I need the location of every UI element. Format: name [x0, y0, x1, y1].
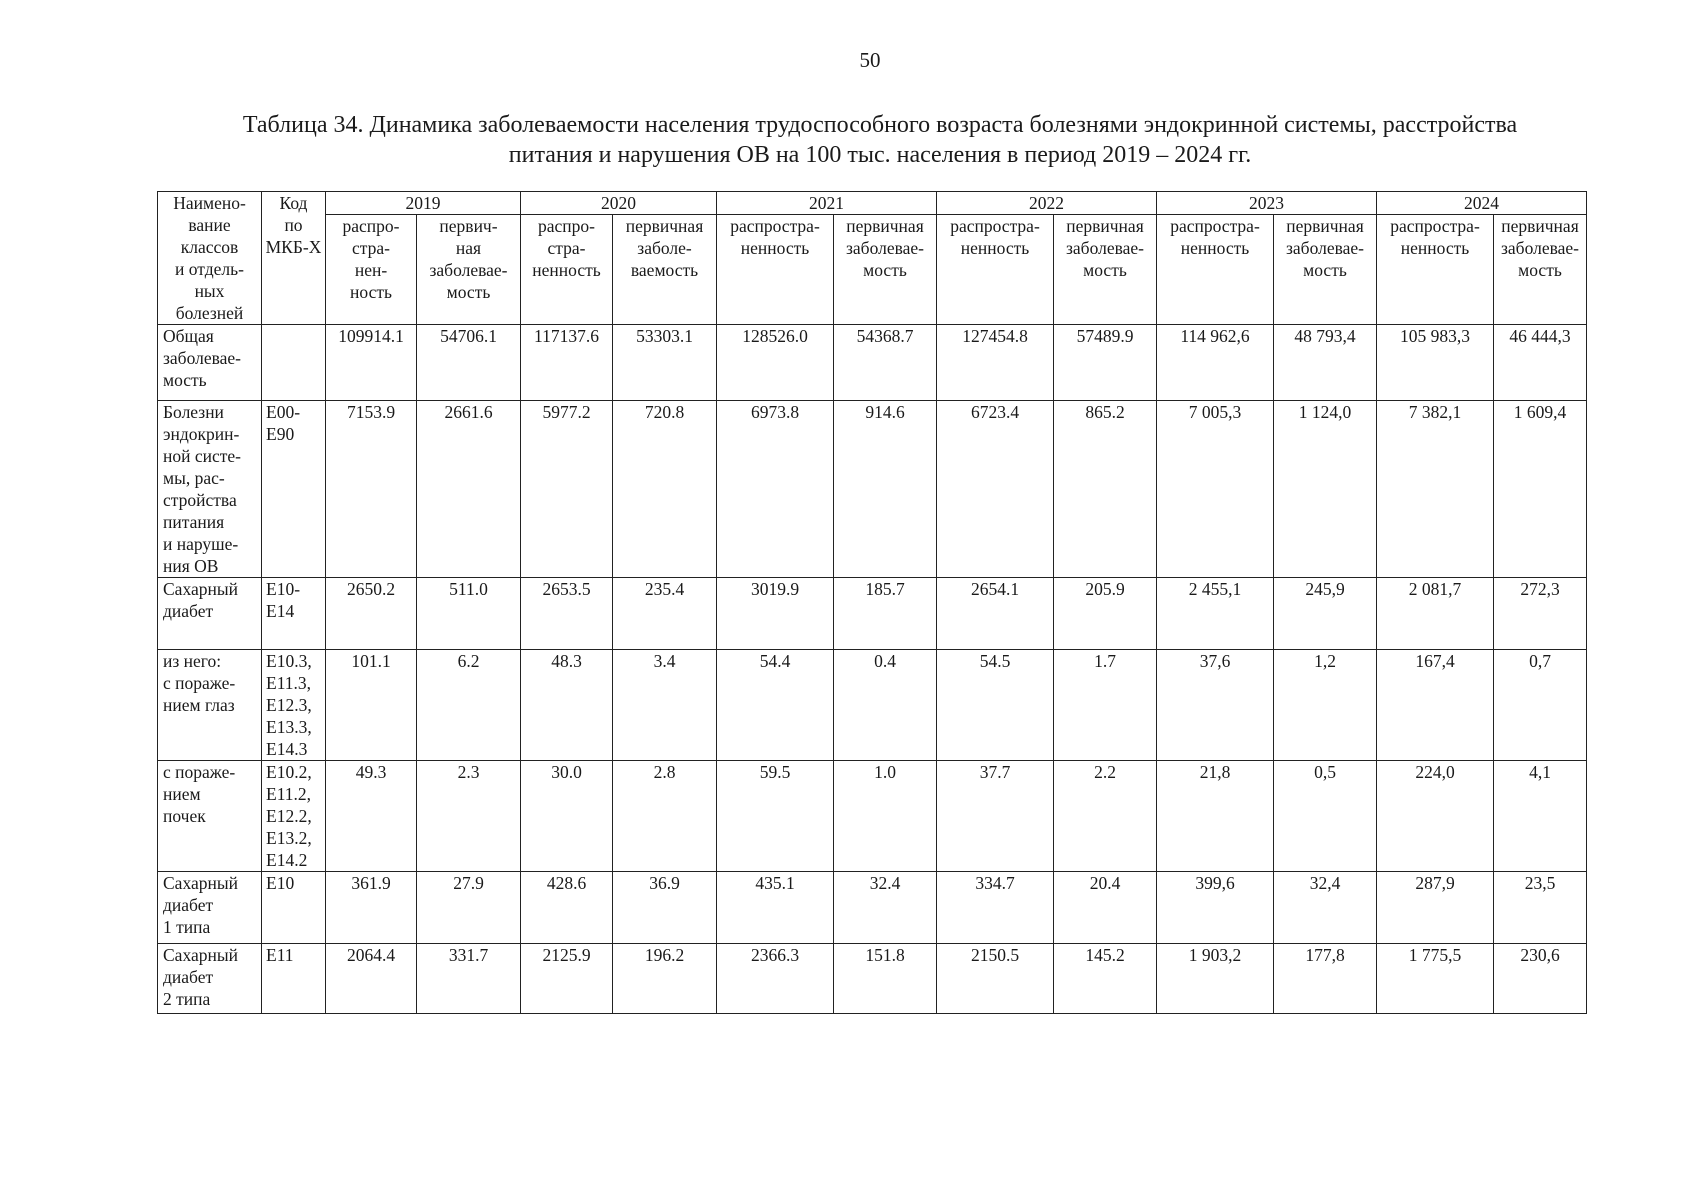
cell-value: 7 382,1 — [1377, 401, 1494, 578]
cell-value: 1 903,2 — [1157, 944, 1274, 1014]
cell-value: 54.5 — [937, 650, 1054, 761]
cell-value: 2654.1 — [937, 578, 1054, 650]
cell-value: 54.4 — [717, 650, 834, 761]
cell-value: 2650.2 — [326, 578, 417, 650]
cell-value: 2.3 — [417, 761, 521, 872]
header-sub: первичная заболевае- мость — [1274, 215, 1377, 325]
row-code: E10.2, E11.2, E12.2, E13.2, E14.2 — [262, 761, 326, 872]
cell-value: 54368.7 — [834, 325, 937, 401]
header-year-2019: 2019 — [326, 192, 521, 215]
cell-value: 245,9 — [1274, 578, 1377, 650]
row-name: с пораже- нием почек — [158, 761, 262, 872]
cell-value: 54706.1 — [417, 325, 521, 401]
cell-value: 145.2 — [1054, 944, 1157, 1014]
cell-value: 205.9 — [1054, 578, 1157, 650]
cell-value: 399,6 — [1157, 872, 1274, 944]
cell-value: 2 081,7 — [1377, 578, 1494, 650]
cell-value: 23,5 — [1494, 872, 1587, 944]
cell-value: 0,5 — [1274, 761, 1377, 872]
cell-value: 32,4 — [1274, 872, 1377, 944]
row-code — [262, 325, 326, 401]
cell-value: 53303.1 — [613, 325, 717, 401]
cell-value: 57489.9 — [1054, 325, 1157, 401]
table-row — [158, 401, 1587, 578]
row-code: E10 — [262, 872, 326, 944]
cell-value: 105 983,3 — [1377, 325, 1494, 401]
row-code: E11 — [262, 944, 326, 1014]
cell-value: 1 775,5 — [1377, 944, 1494, 1014]
cell-value: 59.5 — [717, 761, 834, 872]
header-row-years — [158, 192, 1587, 215]
table-row — [158, 944, 1587, 1014]
cell-value: 334.7 — [937, 872, 1054, 944]
cell-value: 2.2 — [1054, 761, 1157, 872]
header-sub: распростра- ненность — [717, 215, 834, 325]
row-code: E10- E14 — [262, 578, 326, 650]
cell-value: 224,0 — [1377, 761, 1494, 872]
cell-value: 7153.9 — [326, 401, 417, 578]
cell-value: 27.9 — [417, 872, 521, 944]
cell-value: 37.7 — [937, 761, 1054, 872]
table-title-line-1: Таблица 34. Динамика заболеваемости населения трудоспособного возраста болезнями эндокринной системы, расстройства — [242, 112, 1518, 138]
cell-value: 865.2 — [1054, 401, 1157, 578]
table-title — [160, 110, 1600, 170]
cell-value: 287,9 — [1377, 872, 1494, 944]
cell-value: 20.4 — [1054, 872, 1157, 944]
table-row — [158, 650, 1587, 761]
header-year-2024: 2024 — [1377, 192, 1587, 215]
header-sub: первич- ная заболевае- мость — [417, 215, 521, 325]
table-row — [158, 872, 1587, 944]
cell-value: 2653.5 — [521, 578, 613, 650]
cell-value: 117137.6 — [521, 325, 613, 401]
cell-value: 37,6 — [1157, 650, 1274, 761]
header-sub: распростра- ненность — [1157, 215, 1274, 325]
cell-value: 720.8 — [613, 401, 717, 578]
header-sub: первичная заболевае- мость — [1054, 215, 1157, 325]
cell-value: 185.7 — [834, 578, 937, 650]
cell-value: 0.4 — [834, 650, 937, 761]
cell-value: 2.8 — [613, 761, 717, 872]
cell-value: 1.7 — [1054, 650, 1157, 761]
header-sub: распростра- ненность — [937, 215, 1054, 325]
cell-value: 109914.1 — [326, 325, 417, 401]
table-row — [158, 761, 1587, 872]
row-name: Болезни эндокрин- ной систе- мы, рас- стройства питания и наруше- ния ОВ — [158, 401, 262, 578]
cell-value: 230,6 — [1494, 944, 1587, 1014]
row-name: из него: с пораже- нием глаз — [158, 650, 262, 761]
table-title-line-2: питания и нарушения ОВ на 100 тыс. населения в период 2019 – 2024 гг. — [508, 142, 1252, 168]
header-year-2021: 2021 — [717, 192, 937, 215]
table-row — [158, 325, 1587, 401]
header-sub: распро- стра- нен- ность — [326, 215, 417, 325]
cell-value: 3019.9 — [717, 578, 834, 650]
cell-value: 151.8 — [834, 944, 937, 1014]
row-code: E00- E90 — [262, 401, 326, 578]
cell-value: 1 124,0 — [1274, 401, 1377, 578]
row-code: E10.3, E11.3, E12.3, E13.3, E14.3 — [262, 650, 326, 761]
header-sub: первичная заболевае- мость — [1494, 215, 1587, 325]
header-name: Наимено- вание классов и отдель- ных болезней — [158, 192, 262, 325]
cell-value: 7 005,3 — [1157, 401, 1274, 578]
cell-value: 1,2 — [1274, 650, 1377, 761]
cell-value: 272,3 — [1494, 578, 1587, 650]
page-number: 50 — [859, 48, 881, 72]
cell-value: 128526.0 — [717, 325, 834, 401]
cell-value: 196.2 — [613, 944, 717, 1014]
cell-value: 1.0 — [834, 761, 937, 872]
cell-value: 6.2 — [417, 650, 521, 761]
header-year-2023: 2023 — [1157, 192, 1377, 215]
header-sub: распростра- ненность — [1377, 215, 1494, 325]
cell-value: 6723.4 — [937, 401, 1054, 578]
cell-value: 114 962,6 — [1157, 325, 1274, 401]
header-sub: первичная заболевае- мость — [834, 215, 937, 325]
cell-value: 30.0 — [521, 761, 613, 872]
cell-value: 1 609,4 — [1494, 401, 1587, 578]
header-year-2022: 2022 — [937, 192, 1157, 215]
cell-value: 4,1 — [1494, 761, 1587, 872]
cell-value: 511.0 — [417, 578, 521, 650]
row-name: Сахарный диабет — [158, 578, 262, 650]
cell-value: 5977.2 — [521, 401, 613, 578]
cell-value: 49.3 — [326, 761, 417, 872]
cell-value: 235.4 — [613, 578, 717, 650]
morbidity-table — [157, 191, 1587, 1014]
cell-value: 331.7 — [417, 944, 521, 1014]
cell-value: 2064.4 — [326, 944, 417, 1014]
cell-value: 2 455,1 — [1157, 578, 1274, 650]
cell-value: 6973.8 — [717, 401, 834, 578]
header-row-sub — [158, 215, 1587, 325]
cell-value: 428.6 — [521, 872, 613, 944]
cell-value: 36.9 — [613, 872, 717, 944]
row-name: Сахарный диабет 2 типа — [158, 944, 262, 1014]
header-sub: распро- стра- ненность — [521, 215, 613, 325]
cell-value: 0,7 — [1494, 650, 1587, 761]
cell-value: 48.3 — [521, 650, 613, 761]
cell-value: 435.1 — [717, 872, 834, 944]
cell-value: 46 444,3 — [1494, 325, 1587, 401]
cell-value: 48 793,4 — [1274, 325, 1377, 401]
cell-value: 914.6 — [834, 401, 937, 578]
cell-value: 101.1 — [326, 650, 417, 761]
cell-value: 167,4 — [1377, 650, 1494, 761]
cell-value: 2366.3 — [717, 944, 834, 1014]
header-sub: первичная заболе- ваемость — [613, 215, 717, 325]
cell-value: 177,8 — [1274, 944, 1377, 1014]
cell-value: 2150.5 — [937, 944, 1054, 1014]
cell-value: 127454.8 — [937, 325, 1054, 401]
cell-value: 361.9 — [326, 872, 417, 944]
header-year-2020: 2020 — [521, 192, 717, 215]
cell-value: 2125.9 — [521, 944, 613, 1014]
cell-value: 32.4 — [834, 872, 937, 944]
header-code: Код по МКБ-Х — [262, 192, 326, 325]
table-row — [158, 578, 1587, 650]
row-name: Сахарный диабет 1 типа — [158, 872, 262, 944]
cell-value: 21,8 — [1157, 761, 1274, 872]
row-name: Общая заболевае- мость — [158, 325, 262, 401]
cell-value: 2661.6 — [417, 401, 521, 578]
cell-value: 3.4 — [613, 650, 717, 761]
